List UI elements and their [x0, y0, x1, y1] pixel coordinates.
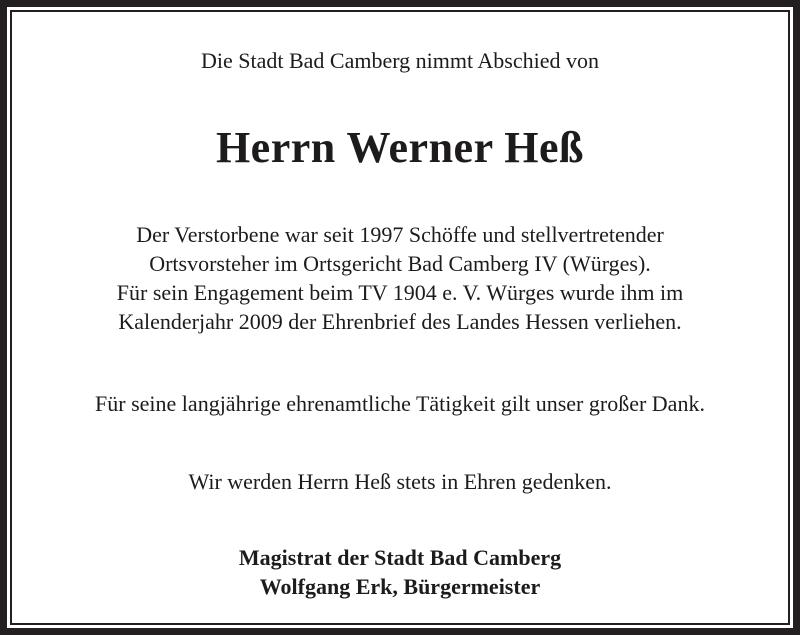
- thanks-line: Für seine langjährige ehrenamtliche Tätigkeit gilt unser großer Dank.: [95, 391, 705, 416]
- biography-line: Der Verstorbene war seit 1997 Schöffe und stellvertretender: [136, 222, 664, 247]
- biography-line: Für sein Engagement beim TV 1904 e. V. Würges wurde ihm im: [116, 280, 684, 305]
- signature-line-organization: Magistrat der Stadt Bad Camberg: [238, 545, 562, 570]
- obituary-inner-frame: [10, 10, 790, 625]
- biography-line: Ortsvorsteher im Ortsgericht Bad Camberg IV (Würges).: [149, 251, 651, 276]
- biography-line: Kalenderjahr 2009 der Ehrenbrief des Landes Hessen verliehen.: [118, 309, 682, 334]
- remembrance-line: Wir werden Herrn Heß stets in Ehren gedenken.: [188, 469, 612, 494]
- signature-block: [12, 543, 788, 601]
- biography-paragraph: [12, 220, 788, 336]
- signature-line-mayor: Wolfgang Erk, Bürgermeister: [259, 574, 541, 599]
- intro-line: Die Stadt Bad Camberg nimmt Abschied von: [201, 48, 599, 73]
- deceased-name: Herrn Werner Heß: [215, 123, 585, 172]
